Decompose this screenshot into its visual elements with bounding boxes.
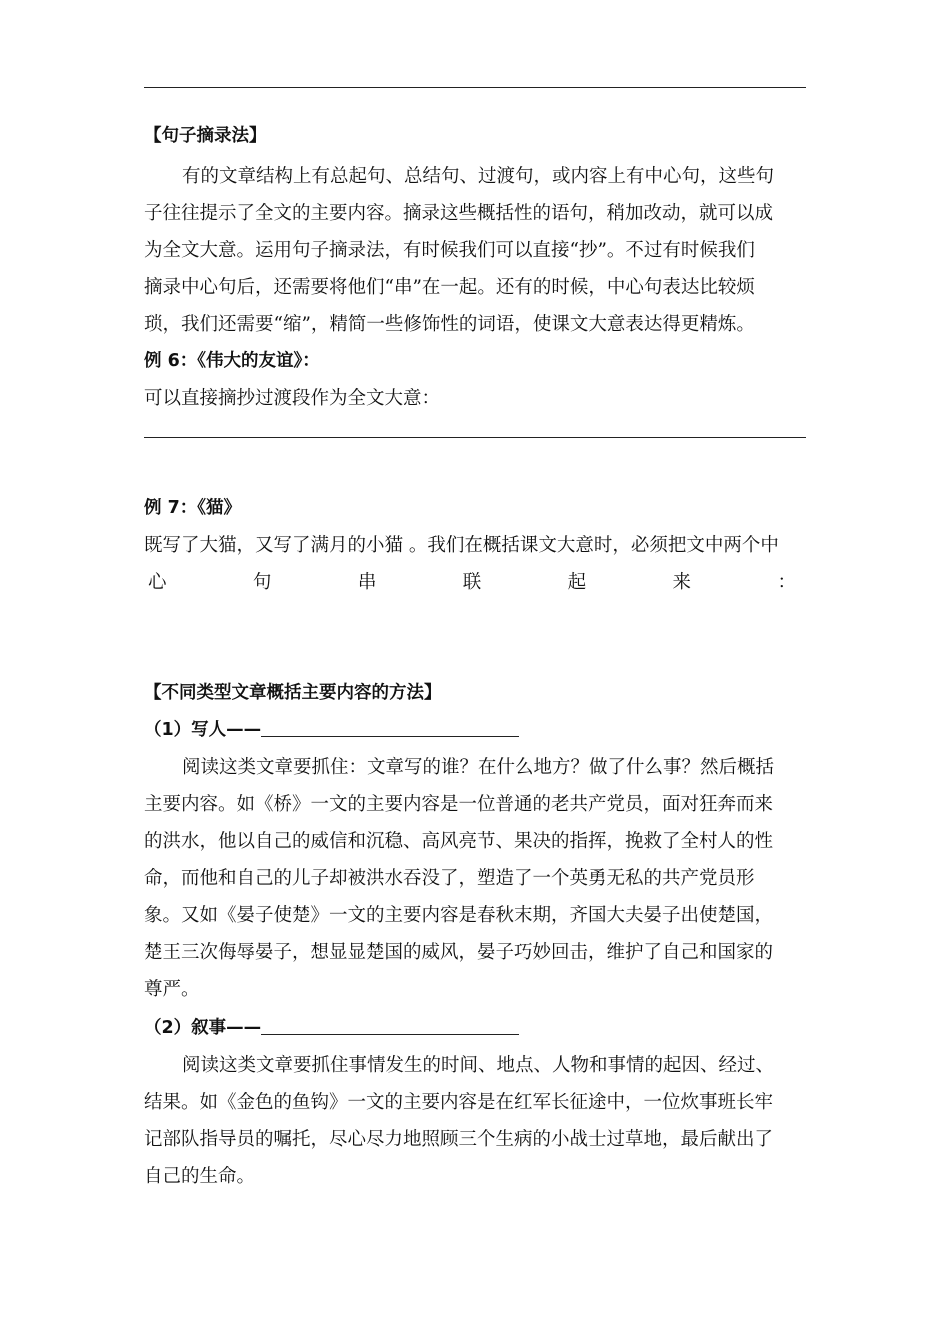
item-1-heading [144,712,806,749]
paragraph-line: 命，而他和自己的儿子却被洪水吞没了，塑造了一个英勇无私的共产党员形 [144,868,755,889]
paragraph-line: 主要内容。如《桥》一文的主要内容是一位普通的老共产党员，面对狂奔而来 [144,794,774,815]
answer-line-example-6 [144,437,806,438]
spread-char: 来 [672,572,692,593]
item-2-heading [144,1010,806,1047]
section-heading-summary-methods: 【不同类型文章概括主要内容的方法】 [144,683,442,703]
paragraph-line: 子往往提示了全文的主要内容。摘录这些概括性的语句，稍加改动，就可以成 [144,203,774,224]
example-7-label: 例 7：《猫》 [144,498,242,518]
section-heading-sentence-extraction: 【句子摘录法】 [144,126,267,146]
paragraph-line: 的洪水，他以自己的威信和沉稳、高风亮节、果决的指挥，挽救了全村人的性 [144,831,774,852]
spread-char: 句 [252,572,272,593]
paragraph-line: 阅读这类文章要抓住：文章写的谁？在什么地方？做了什么事？然后概括 [182,757,775,778]
fill-in-blank-2 [261,1014,519,1035]
item-1-label: （1）写人—— [144,720,262,740]
spread-char: ： [777,572,796,593]
paragraph-line: 摘录中心句后，还需要将他们“串”在一起。还有的时候，中心句表达比较烦 [144,277,755,298]
paragraph-line: 楚王三次侮辱晏子，想显显楚国的威风，晏子巧妙回击，维护了自己和国家的 [144,942,774,963]
paragraph-line: 记部队指导员的嘱托，尽心尽力地照顾三个生病的小战士过草地，最后献出了 [144,1129,774,1150]
answer-line-top [144,87,806,88]
paragraph-line: 有的文章结构上有总起句、总结句、过渡句，或内容上有中心句，这些句 [182,166,775,187]
example-7-line-1: 既写了大猫，又写了满月的小猫 。我们在概括课文大意时，必须把文中两个中 [144,535,779,556]
paragraph-line: 结果。如《金色的鱼钩》一文的主要内容是在红军长征途中，一位炊事班长牢 [144,1092,774,1113]
paragraph-line: 阅读这类文章要抓住事情发生的时间、地点、人物和事情的起因、经过、 [182,1055,775,1076]
spread-char: 联 [462,572,482,593]
paragraph-line: 尊严。 [144,979,200,1000]
example-7-line-2 [144,564,806,601]
paragraph-line: 琐，我们还需要“缩”，精简一些修饰性的词语，使课文大意表达得更精炼。 [144,314,755,335]
example-6-label: 例 6：《伟大的友谊》： [144,351,320,371]
spread-char: 心 [148,572,167,593]
example-6-text: 可以直接摘抄过渡段作为全文大意： [144,388,441,409]
spread-char: 串 [357,572,377,593]
paragraph-line: 为全文大意。运用句子摘录法，有时候我们可以直接“抄”。不过有时候我们 [144,240,755,261]
spread-char: 起 [567,572,587,593]
item-2-label: （2）叙事—— [144,1018,262,1038]
fill-in-blank-1 [261,716,519,737]
paragraph-line: 象。又如《晏子使楚》一文的主要内容是春秋末期，齐国大夫晏子出使楚国， [144,905,774,926]
paragraph-line: 自己的生命。 [144,1166,256,1187]
